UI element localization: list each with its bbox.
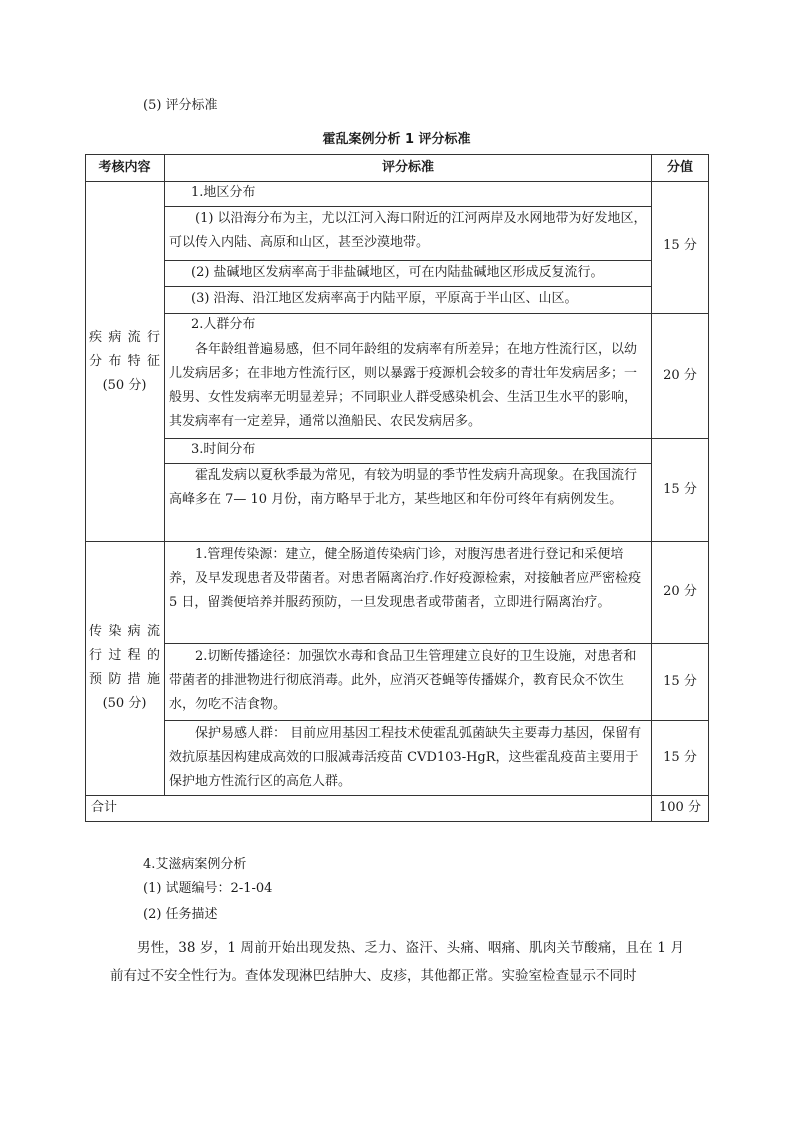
time-heading: 3.时间分布: [191, 442, 256, 457]
source-control: 1.管理传染源：建立，健全肠道传染病门诊，对腹泻患者进行登记和采便培养，及早发现患者及带菌者。对患者隔离治疗.作好疫源检索，对接触者应严密检疫 5 日，留粪便培养并服药预防，一旦发现患者或带菌者，立即进行隔离治疗。: [169, 547, 642, 610]
aids-body: 男性，38 岁，1 周前开始出现发热、乏力、盗汗、头痛、咽痛、肌肉关节酸痛，且在 1 月前有过不安全性行为。查体发现淋巴结肿大、皮疹，其他都正常。实验室检查显示不同时: [110, 940, 684, 984]
population-score: 20 分: [663, 368, 697, 383]
susceptible-score: 15 分: [663, 750, 697, 765]
region-score: 15 分: [663, 238, 697, 253]
group1-label: 疾病流行 分布特征 (50 分): [89, 330, 160, 393]
total-score: 100 分: [659, 800, 701, 815]
aids-item-1: (1) 试题编号：2-1-04: [143, 881, 273, 896]
header-assessment: 考核内容: [98, 160, 151, 175]
scoring-table: [85, 154, 709, 822]
susceptible-protection: 保护易感人群： 目前应用基因工程技术使霍乱弧菌缺失主要毒力基因，保留有效抗原基因构建成高效的口服减毒活疫苗 CVD103-HgR，这些霍乱疫苗主要用于保护地方性流行区的高危人群。: [169, 726, 642, 789]
region-item-2: (2) 盐碱地区发病率高于非盐碱地区，可在内陆盐碱地区形成反复流行。: [191, 265, 604, 280]
header-criteria: 评分标准: [381, 160, 434, 175]
aids-item-2: (2) 任务描述: [143, 907, 218, 922]
group2-label: 传染病流 行过程的 预防措施 (50 分): [89, 624, 160, 711]
header-score: 分值: [666, 160, 693, 175]
transmission-score: 15 分: [663, 674, 697, 689]
region-heading: 1.地区分布: [191, 185, 256, 200]
region-item-1: (1) 以沿海分布为主，尤以江河入海口附近的江河两岸及水网地带为好发地区，可以传入内陆、高原和山区，甚至沙漠地带。: [169, 211, 647, 250]
time-item: 霍乱发病以夏秋季最为常见，有较为明显的季节性发病升高现象。在我国流行高峰多在 7— 10 月份，南方略早于北方，某些地区和年份可终年有病例发生。: [169, 468, 638, 507]
section-label: (5) 评分标准: [143, 98, 218, 113]
population-heading: 2.人群分布: [191, 317, 256, 332]
population-item: 各年龄组普遍易感，但不同年龄组的发病率有所差异；在地方性流行区，以幼儿发病居多；在非地方性流行区，则以暴露于疫源机会较多的青壮年发病居多；一般男、女性发病率无明显差异；不同职业人群受感染机会、生活卫生水平的影响，其发病率有一定差异，通常以渔船民、农民发病居多。: [169, 342, 638, 429]
transmission-control: 2.切断传播途径：加强饮水毒和食品卫生管理建立良好的卫生设施，对患者和带菌者的排泄物进行彻底消毒。此外，应消灭苍蝇等传播媒介，教育民众不饮生水，勿吃不洁食物。: [169, 649, 637, 712]
source-control-score: 20 分: [663, 584, 697, 599]
table-title: 霍乱案例分析 1 评分标准: [322, 132, 471, 147]
time-score: 15 分: [663, 482, 697, 497]
total-label: 合计: [91, 800, 118, 815]
region-item-3: (3) 沿海、沿江地区发病率高于内陆平原，平原高于半山区、山区。: [191, 291, 578, 306]
aids-heading: 4.艾滋病案例分析: [143, 857, 247, 872]
